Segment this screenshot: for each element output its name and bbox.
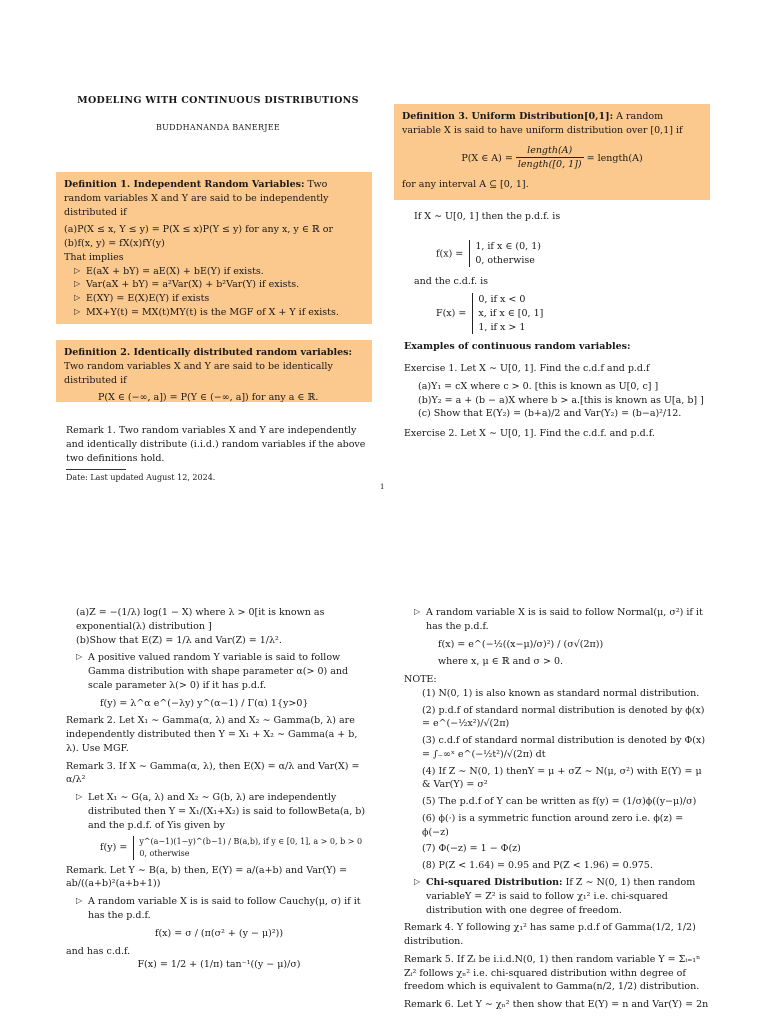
pdf-case: 1, if x ∈ (0, 1) — [475, 240, 541, 252]
definition-2-box — [56, 340, 372, 402]
uniform-cdf-equation — [436, 293, 714, 334]
note-item: (6) ϕ(·) is a symmetric function around zero i.e. ϕ(z) = ϕ(−z) — [422, 812, 684, 838]
definition-1-item: ▷ E(aX + bY) = aE(X) + bE(Y) if exists. — [64, 265, 364, 279]
uniform-pdf-equation — [436, 240, 714, 268]
examples-heading: Examples of continuous random variables: — [404, 341, 631, 353]
gamma-definition: ▷ A positive valued random Y variable is said to follow Gamma distribution with shape parameter α(> 0) and scale parameter λ(> 0) if it has p.d.f. — [66, 651, 372, 692]
definition-1-a: (a)P(X ≤ x, Y ≤ y) = P(X ≤ x)P(Y ≤ y) for any x, y ∈ ℝ or — [64, 224, 334, 236]
cdf-lhs: F(x) = — [436, 308, 467, 320]
cauchy-definition: ▷ A random variable X is is said to follow Cauchy(μ, σ) if it has the p.d.f. — [66, 895, 372, 923]
eq-numerator: length(A) — [516, 144, 584, 159]
definition-1-item: ▷ E(XY) = E(X)E(Y) if exists — [64, 292, 364, 306]
exercise-1-item: (a)Y₁ = cX where c > 0. [this is known as U[0, c] ] — [418, 380, 659, 392]
definition-1-intro: Two random variables X and Y are said to be independently distributed if — [64, 179, 329, 218]
eq-right: = length(A) — [586, 152, 643, 164]
remark-5: Remark 5. If Zᵢ be i.i.d.N(0, 1) then random variable Y = Σᵢ₌₁ⁿ Zᵢ² follows χₙ² i.e. chi-squared distribution withn degree of freedom which is equivalent to Gamma(n/2, 1/2) distribution. — [404, 953, 701, 993]
normal-definition: ▷ A random variable X is is said to follow Normal(μ, σ²) if it has the p.d.f. — [404, 606, 710, 634]
cauchy-pdf: f(x) = σ / (π(σ² + (y − μ)²)) — [154, 927, 284, 939]
cdf-case: x, if x ∈ [0, 1] — [478, 307, 544, 319]
definition-3-heading: Definition 3. Uniform Distribution[0,1]: — [402, 111, 614, 122]
cauchy-cdf-intro: and has c.d.f. — [66, 945, 131, 957]
remark-1: Remark 1. Two random variables X and Y are independently and identically distribute (i.i.d.) random variables if the above two definitions hold. — [66, 425, 366, 464]
remark-4: Remark 4. Y following χ₁² has same p.d.f of Gamma(1/2, 1/2) distribution. — [404, 922, 696, 948]
exercise-1-item: (c) Show that E(Y₂) = (b+a)/2 and Var(Y₂) = (b−a)²/12. — [418, 408, 682, 420]
chi-squared-heading: Chi-squared Distribution: — [426, 877, 563, 889]
note-item: (5) The p.d.f of Y can be written as f(y) = (1/σ)ϕ((y−μ)/σ) — [422, 796, 697, 808]
pdf-case: 0, otherwise — [475, 254, 535, 266]
normal-where: where x, μ ∈ ℝ and σ > 0. — [438, 656, 564, 668]
beta-cases — [133, 836, 362, 859]
note-item: (7) Φ(−z) = 1 − Φ(z) — [422, 843, 521, 855]
remark-beta: Remark. Let Y ∼ B(a, b) then, E(Y) = a/(a+b) and Var(Y) = ab/((a+b)²(a+b+1)) — [66, 864, 348, 890]
definition-3-box — [394, 104, 710, 200]
cdf-cases — [472, 293, 543, 334]
exercise-2: Exercise 2. Let X ∼ U[0, 1]. Find the c.d.f. and p.d.f. — [404, 428, 655, 440]
definition-1-box — [56, 172, 372, 324]
note-item: (1) N(0, 1) is also known as standard normal distribution. — [422, 687, 700, 699]
beta-case: y^(a−1)(1−y)^(b−1) / B(a,b), if y ∈ [0, 1], a > 0, b > 0 — [139, 837, 363, 847]
cauchy-cdf: F(x) = 1/2 + (1/π) tan⁻¹((y − μ)/σ) — [137, 959, 301, 971]
beta-case: 0, otherwise — [139, 849, 190, 859]
author-name: BUDDHANANDA BANERJEE — [155, 123, 281, 132]
definition-1-item: ▷ Var(aX + bY) = a²Var(X) + b²Var(Y) if exists. — [64, 278, 364, 292]
remark-3: Remark 3. If X ∼ Gamma(α, λ), then E(X) = α/λ and Var(X) = α/λ² — [66, 760, 360, 786]
cdf-case: 1, if x > 1 — [478, 321, 526, 333]
eq-left: P(X ∈ A) = — [461, 152, 513, 164]
beta-lhs: f(y) = — [100, 842, 128, 854]
footnote-divider — [66, 469, 126, 470]
normal-pdf: f(x) = e^(−½((x−μ)/σ)²) / (σ√(2π)) — [438, 638, 604, 650]
page-number: 1 — [380, 483, 385, 491]
definition-3-equation — [402, 144, 702, 173]
definition-2-equation: P(X ∈ (−∞, a]) = P(Y ∈ (−∞, a]) for any a ∈ ℝ. — [98, 392, 319, 404]
definition-2-heading: Definition 2. Identically distributed random variables: — [64, 347, 353, 358]
gamma-pdf: f(y) = λ^α e^(−λy) y^(α−1) / Γ(α) 1{y>0} — [100, 697, 309, 709]
uniform-pdf-intro: If X ∼ U[0, 1] then the p.d.f. is — [414, 211, 561, 222]
remark-6: Remark 6. Let Y ∼ χₙ² then show that E(Y) = n and Var(Y) = 2n — [404, 999, 709, 1011]
pdf-lhs: f(x) = — [436, 248, 464, 260]
paper-title: MODELING WITH CONTINUOUS DISTRIBUTIONS — [77, 95, 359, 106]
definition-1-item: ▷ MX+Y(t) = MX(t)MY(t) is the MGF of X + Y if exists. — [64, 306, 364, 320]
beta-definition: ▷ Let X₁ ∼ G(a, λ) and X₂ ∼ G(b, λ) are independently distributed then Y = X₁/(X₁+X₂) is said to followBeta(a, b) and the p.d.f. of Yis given by — [66, 791, 372, 832]
definition-1-b: (b)f(x, y) = fX(x)fY(y) — [64, 238, 165, 250]
definition-1-heading: Definition 1. Independent Random Variables: — [64, 179, 305, 190]
exponential-item: (b)Show that E(Z) = 1/λ and Var(Z) = 1/λ². — [76, 634, 282, 646]
definition-1-implies: That implies — [64, 251, 124, 263]
pdf-cases — [469, 240, 541, 268]
chi-squared-text: If Z ∼ N(0, 1) then random variableY = Z² is said to follow χ₁² i.e. chi-squared distribution with one degree of freedom. — [426, 877, 696, 916]
exercise-1-item: (b)Y₂ = a + (b − a)X where b > a.[this is known as U[a, b] ] — [418, 394, 704, 406]
note-heading: NOTE: — [404, 674, 437, 686]
eq-denominator: length([0, 1]) — [517, 159, 582, 171]
date-footnote: Date: Last updated August 12, 2024. — [66, 473, 216, 483]
beta-pdf — [66, 836, 372, 859]
exercise-1: Exercise 1. Let X ∼ U[0, 1]. Find the c.d.f and p.d.f — [404, 363, 650, 375]
remark-2: Remark 2. Let X₁ ∼ Gamma(α, λ) and X₂ ∼ Gamma(b, λ) are independently distributed then Y = X₁ + X₂ ∼ Gamma(a + b, λ). Use MGF. — [66, 715, 358, 754]
uniform-cdf-intro: and the c.d.f. is — [414, 276, 489, 288]
cdf-case: 0, if x < 0 — [478, 294, 526, 306]
page-2 — [0, 512, 768, 1024]
chi-squared-definition — [404, 876, 710, 917]
definition-3-tail: for any interval A ⊆ [0, 1]. — [402, 179, 529, 191]
notes-list — [404, 687, 710, 873]
eq-fraction — [516, 144, 584, 173]
note-item: (2) p.d.f of standard normal distribution is denoted by ϕ(x) = e^(−½x²)/√(2π) — [422, 704, 705, 730]
note-item: (8) P(Z < 1.64) = 0.95 and P(Z < 1.96) = 0.975. — [422, 860, 653, 872]
note-item: (3) c.d.f of standard normal distribution is denoted by Φ(x) = ∫₋∞ˣ e^(−½t²)/√(2π) dt — [422, 735, 706, 760]
definition-3-intro: A random variable X is said to have uniform distribution over [0,1] if — [402, 111, 683, 136]
note-item: (4) If Z ∼ N(0, 1) thenY = μ + σZ ∼ N(μ, σ²) with E(Y) = μ & Var(Y) = σ² — [422, 765, 702, 791]
definition-2-intro: Two random variables X and Y are said to be identically distributed if — [64, 360, 333, 386]
exponential-item: (a)Z = −(1/λ) log(1 − X) where λ > 0[it is known as exponential(λ) distribution ] — [76, 607, 325, 632]
